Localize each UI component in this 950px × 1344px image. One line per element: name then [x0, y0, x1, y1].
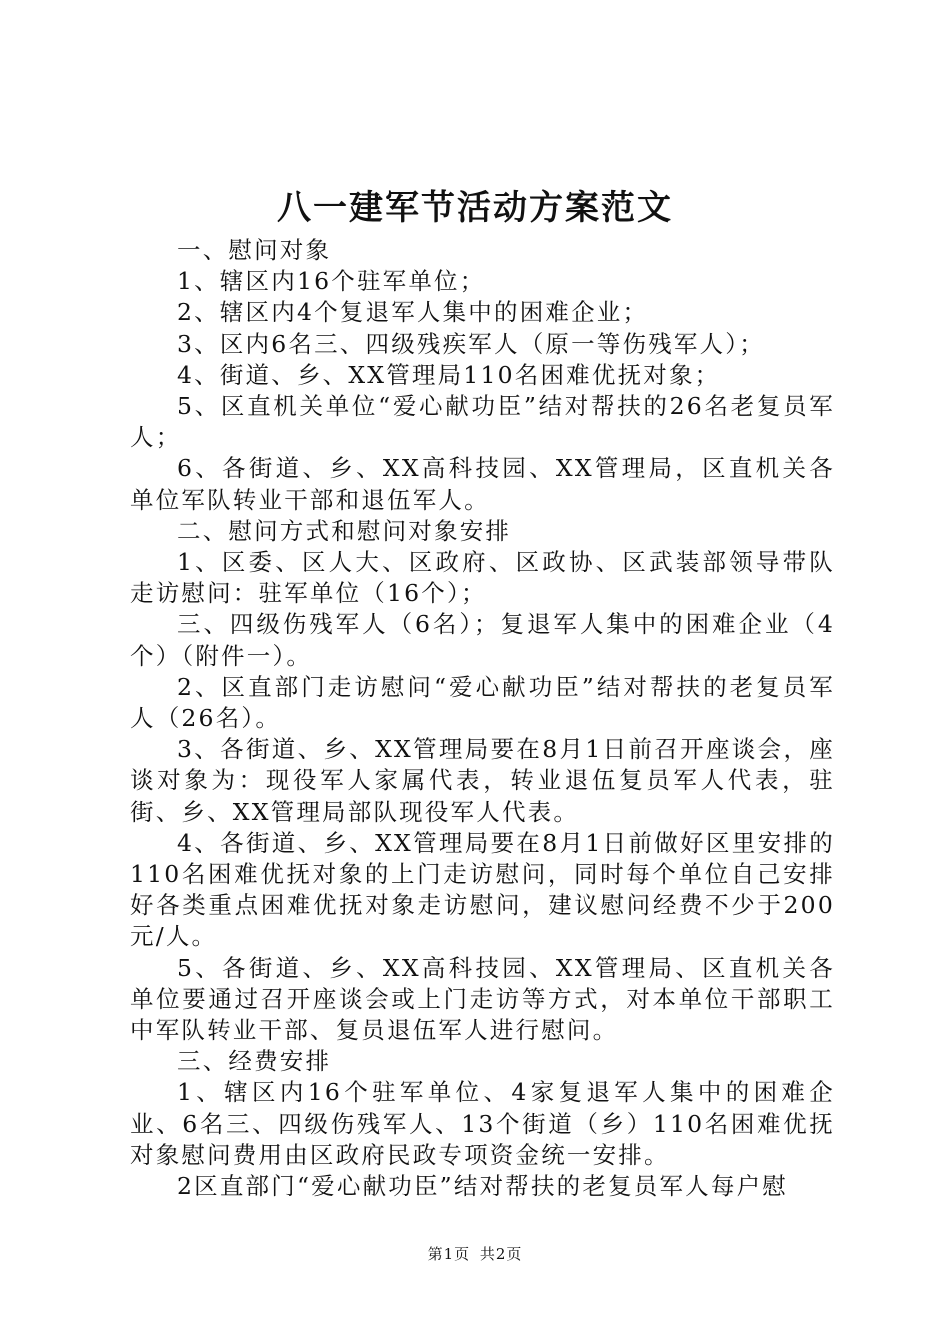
paragraph: 5、各街道、乡、XX高科技园、XX管理局、区直机关各单位要通过召开座谈会或上门走访等方式，对本单位干部职工中军队转业干部、复员退伍军人进行慰问。 [130, 953, 835, 1045]
paragraph: 4、街道、乡、XX管理局110名困难优抚对象； [177, 360, 721, 389]
paragraph: 5、区直机关单位“爱心献功臣”结对帮扶的26名老复员军人； [130, 392, 835, 452]
paragraph: 3、区内6名三、四级残疾军人（原一等伤残军人）； [177, 329, 765, 358]
paragraph: 1、区委、区人大、区政府、区政协、区武装部领导带队走访慰问：驻军单位（16个）； [130, 548, 835, 608]
paragraph: 三、四级伤残军人（6名）；复退军人集中的困难企业（4个）（附件一）。 [130, 610, 835, 670]
section-heading-2: 二、慰问方式和慰问对象安排 [177, 516, 512, 545]
paragraph: 3、各街道、乡、XX管理局要在8月1日前召开座谈会，座谈对象为：现役军人家属代表，转业退伍复员军人代表，驻街、乡、XX管理局部队现役军人代表。 [130, 735, 835, 826]
page-total: 共2页 [479, 1245, 523, 1263]
paragraph: 2、辖区内4个复退军人集中的困难企业； [177, 298, 649, 327]
page-footer [0, 1243, 950, 1264]
paragraph: 2区直部门“爱心献功臣”结对帮扶的老复员军人每户慰 [177, 1172, 788, 1201]
paragraph: 2、区直部门走访慰问“爱心献功臣”结对帮扶的老复员军人（26名）。 [130, 672, 835, 733]
document-title: 八一建军节活动方案范文 [277, 188, 673, 228]
document-body [130, 235, 835, 1202]
paragraph: 6、各街道、乡、XX高科技园、XX管理局，区直机关各单位军队转业干部和退伍军人。 [130, 454, 835, 514]
section-heading-1: 一、慰问对象 [177, 236, 332, 264]
page-number: 第1页 [427, 1245, 471, 1263]
paragraph: 1、辖区内16个驻军单位、4家复退军人集中的困难企业、6名三、四级伤残军人、13个街道（乡）110名困难优抚对象慰问费用由区政府民政专项资金统一安排。 [130, 1078, 835, 1169]
paragraph: 4、各街道、乡、XX管理局要在8月1日前做好区里安排的110名困难优抚对象的上门走访慰问，同时每个单位自己安排好各类重点困难优抚对象走访慰问，建议慰问经费不少于200元/人。 [130, 828, 835, 951]
paragraph: 1、辖区内16个驻军单位； [177, 267, 486, 296]
section-heading-3: 三、经费安排 [177, 1047, 332, 1076]
